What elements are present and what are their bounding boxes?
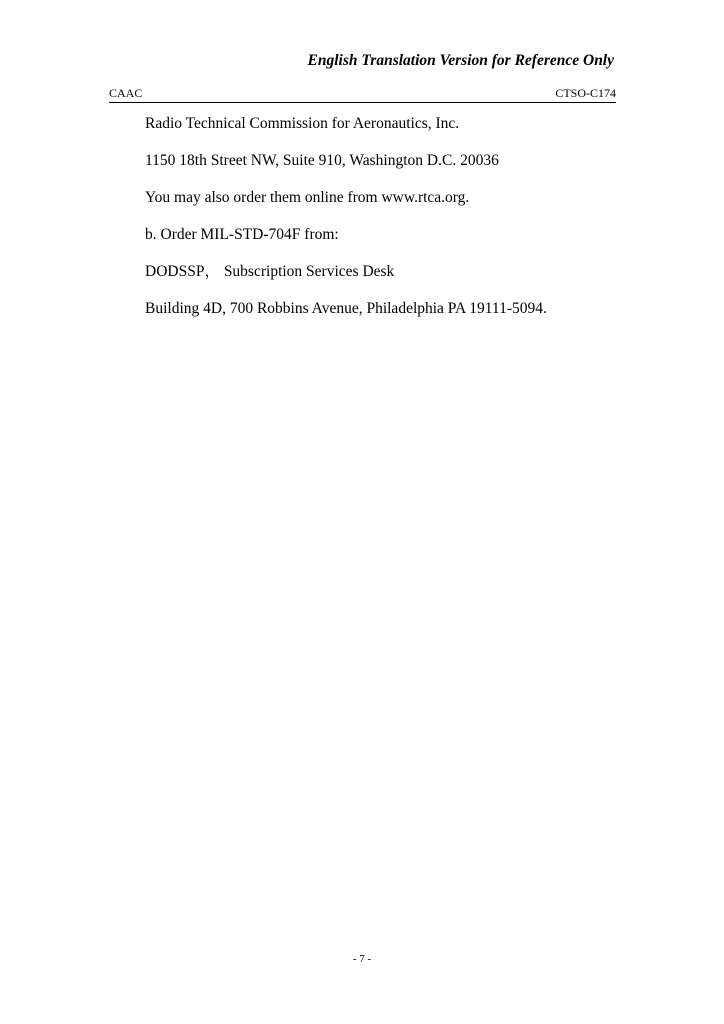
translation-note: English Translation Version for Reference Only [307,52,614,69]
paragraph-rtca-name: Radio Technical Commission for Aeronautics, Inc. [145,115,460,132]
page-header [109,86,616,103]
paragraph-dodssp-address: Building 4D, 700 Robbins Avenue, Philadelphia PA 19111-5094. [145,300,547,317]
page-number: - 7 - [352,953,372,965]
header-organization: CAAC [109,86,143,100]
paragraph-dodssp: DODSSP， Subscription Services Desk [145,263,395,280]
paragraph-rtca-address: 1150 18th Street NW, Suite 910, Washington D.C. 20036 [145,152,499,169]
header-document-id: CTSO-C174 [555,86,616,100]
paragraph-online-order: You may also order them online from www.rtca.org. [145,189,470,206]
paragraph-order-mil-std: b. Order MIL-STD-704F from: [145,226,339,243]
document-body [145,113,625,335]
